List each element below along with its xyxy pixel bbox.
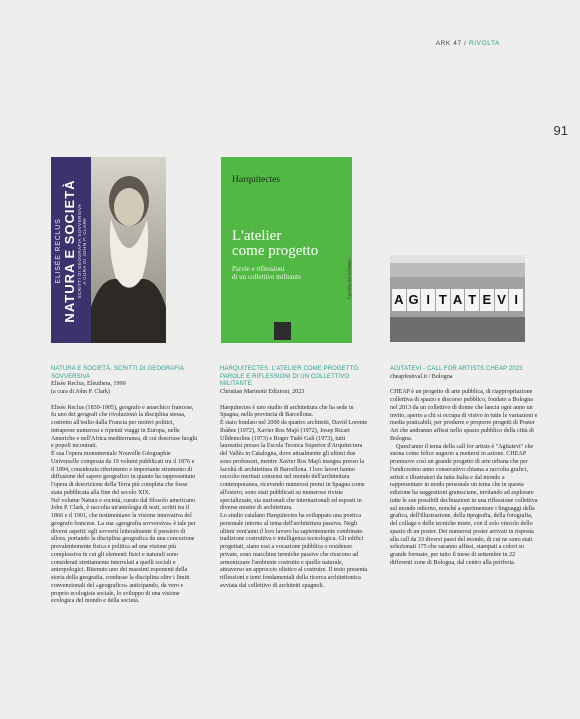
book-publisher: Elisée Reclus, Elèuthera, 1999 <box>51 381 126 388</box>
book-cover-atelier-come-progetto <box>221 157 352 343</box>
running-head <box>436 40 500 47</box>
poster-letter: G <box>407 289 421 311</box>
review-column-1 <box>51 366 199 606</box>
book-editor: (a cura di John P. Clark) <box>51 388 110 395</box>
cover2-author: Harquitectes <box>232 175 281 185</box>
cover-author: ELISÉE RECLUS <box>55 218 62 284</box>
poster-letter: A <box>392 289 406 311</box>
portrait-illustration <box>91 157 166 343</box>
book-meta <box>51 381 199 397</box>
review-paragraph: CHEAP è un progetto di arte pubblica, di riappropriazione collettiva di spazio e discorso pubblico, fondato a Bologna nel 2013 da un collettivo di donne che lancia ogni anno un invito, aperto a chi si occupa di visivo in tutte le variazioni e media praticabili, per produrre e proporre progetti di Poster Art che andranno affissi nello spazio pubblico della città di Bologna. <box>390 389 538 442</box>
page-number: 91 <box>553 123 568 138</box>
cover2-title <box>232 229 318 259</box>
book-cover-natura-e-societa <box>51 157 166 343</box>
review-paragraph: È sua l'opera monumentale Nouvelle Géographie Universelle composta da 19 volumi pubblicati tra il 1876 e il 1894, considerata riferimento e importante strumento di diffusione del sapere geografico in quanto ha rappresentato l'opera di descrizione della Terra più completa che fosse stata pubblicata alla fine del secolo XIX. <box>51 451 196 496</box>
issue-label: ARK 47 <box>435 40 462 47</box>
review-paragraph: Elisée Reclus (1830-1905), geografo e anarchico francese, fu uno dei geografi che rivoluzionò la disciplina stessa, costretto all'esilio dalla Francia per motivi politici, intraprese numerosi e ripetuti viaggi in Europa, nelle Americhe e nell'Africa mediterranea, di cui descrisse luoghi e popoli incontrati. <box>51 404 198 450</box>
cover2-title-line2: come progetto <box>232 243 319 259</box>
cover-vertical-text <box>55 179 87 322</box>
header-separator: / <box>461 40 469 47</box>
review-column-2 <box>220 366 368 591</box>
cover2-subtitle-line1: Parole e riflessioni <box>232 265 285 273</box>
photo-posters <box>392 289 523 311</box>
book-publisher: Christian Marinotti Edizioni, 2023 <box>220 388 305 395</box>
book-title: AGITATEVI - CALL FOR ARTISTS CHEAP 2023 <box>390 366 523 372</box>
poster-letter: V <box>495 289 509 311</box>
cover-editor: A CURA DI JOHN P. CLARK <box>82 217 87 285</box>
review-paragraph: Lo studio catalano Harquitectes ha sviluppato una poetica personale intorno al tema dell'architettura passiva. Negli ultimi vent'anni il loro lavoro ha sapientemente combinato tradizione costruttiva e intelligenza tecnologica. Gli edifici progettati, siano essi a vocazione pubblica o residenze private, sono macchine termiche passive che riescono ad armonizzare l'ambiente costruito e quello naturale, attraverso un approccio olistico al costruire. Il testo presenta riflessioni e temi fondamentali della ricerca architettonica avviata dal collettivo di architetti spagnoli. <box>220 513 368 589</box>
photo-building <box>390 263 525 277</box>
publisher-logo <box>274 322 291 340</box>
poster-letter: T <box>436 289 450 311</box>
cover2-title-line1: L'atelier <box>232 228 282 244</box>
book-publisher: cheapfestival.it / Bologna <box>390 373 453 380</box>
book-meta <box>220 389 368 397</box>
review-paragraph: Harquitectes è uno studio di architettura che ha sede in Spagna, nella provincia di Barcellona. <box>220 404 354 419</box>
photo-ground <box>390 317 525 342</box>
review-column-3 <box>390 366 538 568</box>
book-title: HARQUITECTES. L'ATELIER COME PROGETTO. PAROLE E RIFLESSIONI DI UN COLLETTIVO MILITANTE <box>220 366 360 388</box>
poster-letter: T <box>465 289 479 311</box>
poster-letter: I <box>509 289 523 311</box>
cover2-subtitle <box>232 265 301 281</box>
poster-letter: I <box>421 289 435 311</box>
review-paragraph: Quest'anno il tema della call for artists è "Agitatevi" che suona come felice augurio a mettersi in azione. CHEAP promuove così un grande progetto di arte urbana che per l'undicesimo anno consecutivo chiama a raccolta grafici, artisti e illustratori da tutta Italia e dal mondo a rappresentare in modo personale un tema che in questa edizione ha suggestioni gramsciane, invitando ad esplorare tutte le sue possibili declinazioni in una riflessione collettiva sul mondo odierno, nonché a sperimentare i linguaggi della grafica, dell'illustrazione, della tipografia, della fotografia, del collage e delle tecniche miste, con il solo vincolo dello spazio di un poster. Dei numerosi poster arrivati in risposta alla call da 33 diversi paesi del mondo, di cui ne sono stati selezionati 175 che saranno affissi, stampati a colori su grande formato, per tutto il mese di settembre in 22 differenti zone di Bologna, dal centro alla periferia. <box>390 443 538 566</box>
book-title: NATURA E SOCIETÀ. SCRITTI DI GEOGRAFIA SOVVERSIVA <box>51 366 184 380</box>
cover-title: NATURA E SOCIETÀ <box>62 179 77 323</box>
review-paragraph: Nel volume Natura e società, curato dal filosofo americano John P. Clark, è raccolta un'antologia di testi, scritti tra il 1866 e il 1901, che testimoniano la visione innovativa del geografo francese. La sua «geografia sovversiva» è tale per diversi aspetti: egli sovvertì letteralmente il pensiero di allora, portando la disciplina geografica da una concezione prevalentemente fisica e politica ad una visione più complessiva in cui gli elementi fisici e naturali sono considerati strettamente interrelati a quelli sociali e antropologici. Ritenuto uno dei massimi esponenti della storia della geografia, condusse la disciplina oltre i limiti convenzionali del «geografico» anticipando, da vero e proprio ecologista sociale, lo sviluppo di una visione ecologica del mondo e della società. <box>51 497 196 605</box>
cover2-subtitle-line2: di un collettivo militante <box>232 273 302 281</box>
cover-subtitle: SCRITTI DI GEOGRAFIA SOVVERSIVA <box>77 203 82 299</box>
book-meta <box>390 374 538 382</box>
review-paragraph: È stato fondato nel 2000 da quattro architetti, David Lorente Ibáñez (1972), Xavier Ros Majó (1972), Josep Ricart Ulldemolins (1973) e Roger Tudó Galí (1973), tutti laureatisi presso la Escola Tecnica Superior d'Arquitectura del Vallès in Catalogna, dove attualmente gli ultimi due sono professori, mentre Xavier Ros Majó insegna presso la facoltà di architettura di Barcellona. I loro lavori hanno raccolto meritati consensi nel mondo dell'architettura contemporanea, ricevendo numerosi premi in Spagna come all'estero; sono stati pubblicati su numerose riviste specializzate, sia nazionali che internazionali ed esposti in diverse mostre di architettura. <box>220 420 368 512</box>
agitatevi-photo <box>390 255 525 342</box>
section-label: RIVOLTA <box>468 40 500 47</box>
poster-letter: E <box>480 289 494 311</box>
cover2-series-text: Il giardino dell'architettura <box>348 258 352 300</box>
poster-letter: A <box>451 289 465 311</box>
portrait-image <box>91 157 166 343</box>
